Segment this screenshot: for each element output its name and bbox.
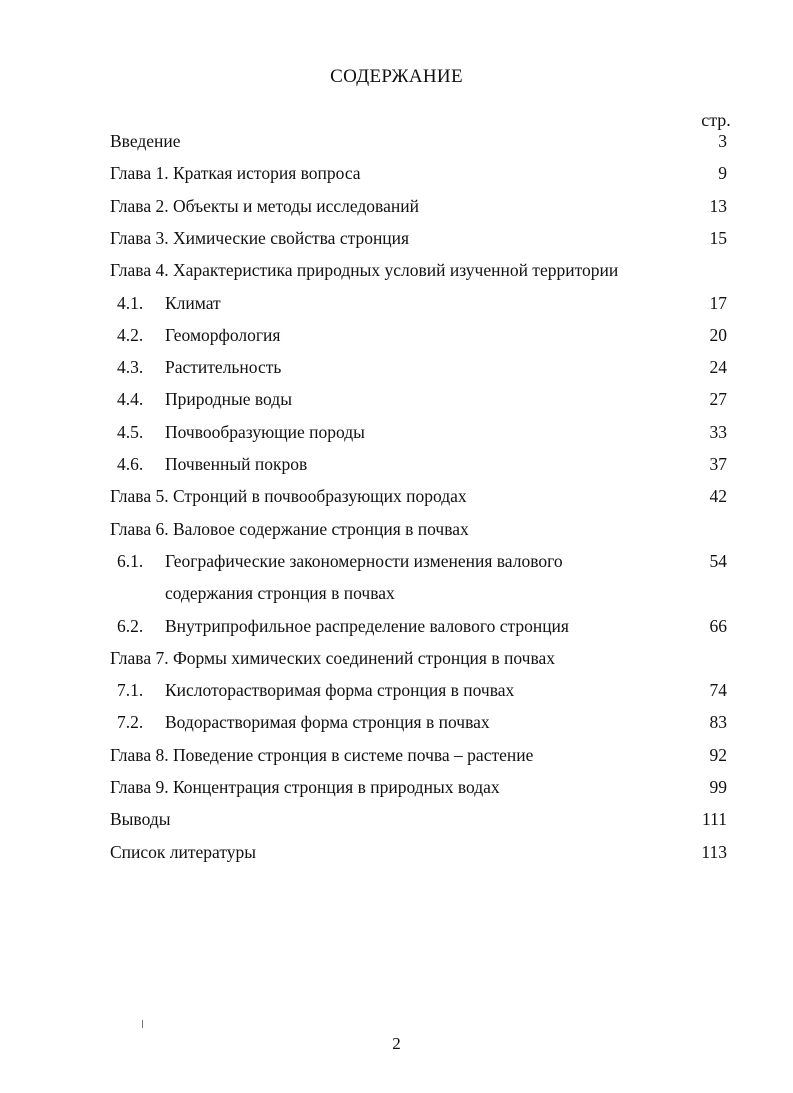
toc-entry-label: Глава 4. Характеристика природных условий изученной территории (110, 260, 619, 281)
toc-subsection-row (0, 417, 793, 447)
toc-row (0, 837, 793, 867)
toc-subsection-row (0, 384, 793, 414)
toc-page-number: 15 (709, 227, 727, 248)
toc-page-number: 37 (709, 454, 727, 474)
toc-entry-label: Глава 9. Концентрация стронция в природных водах (110, 777, 500, 797)
toc-row (0, 191, 793, 221)
toc-page-number: 24 (709, 357, 727, 378)
toc-entry-label: Почвообразующие породы (165, 421, 365, 442)
toc-entry-label: Выводы (110, 809, 171, 830)
toc-subsection-row (0, 352, 793, 382)
toc-page-number: 92 (709, 744, 727, 765)
toc-page-number: 74 (709, 680, 727, 701)
toc-section-number: 4.5. (117, 421, 144, 442)
toc-subsection-row (0, 288, 793, 318)
page-number: 2 (392, 1034, 401, 1053)
toc-section-number: 4.4. (117, 389, 144, 410)
toc-row (0, 126, 793, 156)
toc-subsection-row (0, 546, 793, 576)
toc-entry-label: Список литературы (110, 841, 257, 862)
toc-entry-label: Природные воды (165, 389, 292, 410)
toc-page-number: 33 (709, 421, 727, 442)
toc-section-number: 6.1. (117, 550, 144, 571)
toc-entry-label: Глава 6. Валовое содержание стронция в почвах (110, 518, 469, 539)
toc-row (0, 772, 793, 802)
page-column-header: стр. (701, 110, 731, 130)
toc-page-number: 113 (701, 841, 727, 862)
toc-entry-label: Растительность (165, 357, 282, 378)
toc-entry-label: Введение (110, 131, 181, 151)
toc-row (0, 255, 793, 285)
toc-entry-label: Водорастворимая форма стронция в почвах (165, 712, 490, 733)
toc-page-number: 42 (709, 486, 727, 507)
toc-section-number: 4.6. (117, 454, 144, 474)
toc-row (0, 804, 793, 834)
toc-subsection-row (0, 675, 793, 705)
toc-page-number: 99 (709, 777, 727, 797)
toc-entry-label: содержания стронция в почвах (165, 583, 395, 604)
toc-page-number: 66 (709, 615, 727, 636)
toc-row (0, 481, 793, 511)
toc-page-number: 111 (702, 809, 727, 830)
toc-entry-label: Глава 1. Краткая история вопроса (110, 163, 361, 184)
toc-subsection-row (0, 707, 793, 737)
toc-entry-label: Глава 2. Объекты и методы исследований (110, 195, 419, 216)
toc-page-number: 20 (709, 324, 727, 345)
toc-subsection-row (0, 578, 793, 608)
toc-entry-label: Геоморфология (165, 324, 281, 345)
toc-entry-label: Глава 5. Стронций в почвообразующих породах (110, 486, 467, 507)
toc-entry-label: Почвенный покров (165, 454, 308, 474)
toc-entry-label: Глава 3. Химические свойства стронция (110, 227, 410, 248)
toc-page-number: 9 (718, 163, 727, 184)
toc-subsection-row (0, 449, 793, 479)
toc-page-number: 83 (709, 712, 727, 733)
toc-entry-label: Глава 8. Поведение стронция в системе почва – растение (110, 744, 534, 765)
toc-page-number: 17 (709, 292, 727, 313)
toc-subsection-row (0, 320, 793, 350)
toc-entry-label: Глава 7. Формы химических соединений стронция в почвах (110, 647, 556, 668)
toc-subsection-row (0, 611, 793, 641)
toc-row (0, 643, 793, 673)
toc-entry-label: Внутрипрофильное распределение валового стронция (165, 615, 569, 636)
toc-section-number: 6.2. (117, 615, 144, 636)
toc-row (0, 158, 793, 188)
toc-section-number: 4.1. (117, 292, 144, 313)
toc-section-number: 7.1. (117, 680, 144, 701)
toc-section-number: 4.2. (117, 324, 144, 345)
toc-section-number: 7.2. (117, 712, 144, 733)
toc-row (0, 223, 793, 253)
toc-page-number: 27 (709, 389, 727, 410)
toc-entry-label: Климат (165, 292, 221, 313)
toc-entry-label: Кислоторастворимая форма стронция в почвах (165, 680, 515, 701)
toc-page-number: 54 (709, 550, 727, 571)
toc-page-number: 13 (709, 195, 727, 216)
toc-page-number: 3 (718, 131, 727, 151)
scan-speck (142, 1020, 143, 1028)
toc-row (0, 740, 793, 770)
toc-row (0, 514, 793, 544)
toc-entry-label: Географические закономерности изменения валового (165, 550, 563, 571)
page-title: СОДЕРЖАНИЕ (330, 66, 463, 87)
toc-section-number: 4.3. (117, 357, 144, 378)
